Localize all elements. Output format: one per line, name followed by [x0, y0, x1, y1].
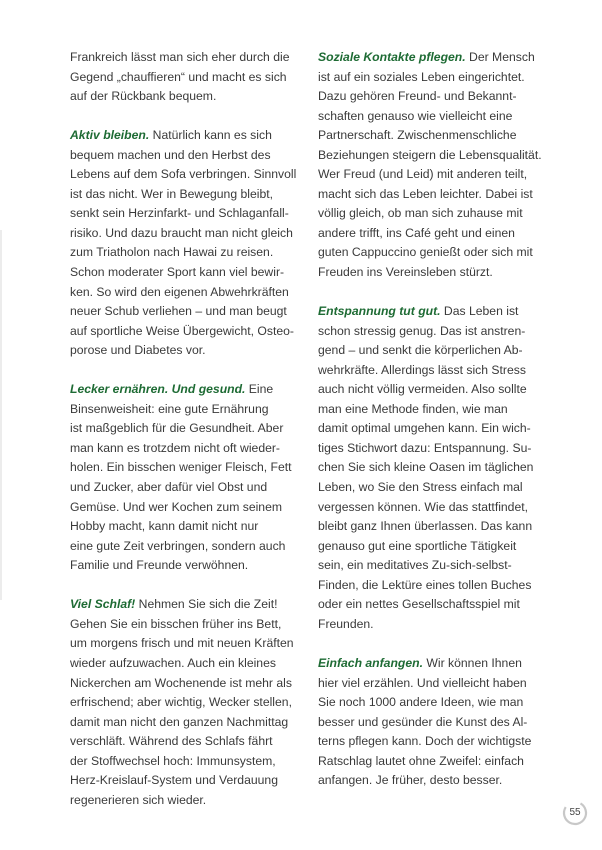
- right-column: [318, 48, 554, 810]
- text-line: zum Triatholon nach Hawai zu reisen.: [70, 245, 274, 260]
- text-line: schon stressig genug. Das ist anstren-: [318, 323, 526, 338]
- section-heading: Einfach anfangen.: [318, 655, 423, 670]
- text-line: besser und gesünder die Kunst des Al-: [318, 714, 528, 729]
- text-line: und Zucker, aber dafür viel Obst und: [70, 480, 268, 495]
- text-line: Wer Freud (und Leid) mit anderen teilt,: [318, 167, 528, 182]
- text-line: Finden, die Lektüre eines tollen Buches: [318, 577, 532, 592]
- text-line: holen. Ein bisschen weniger Fleisch, Fett: [70, 460, 292, 475]
- text-line: ken. So wird den eigenen Abwehrkräften: [70, 284, 289, 299]
- paragraph-soziale-kontakte: [318, 48, 554, 283]
- text-line: Hobby macht, kann damit nicht nur: [70, 519, 259, 534]
- text-line: Viel Schlaf! Nehmen Sie sich die Zeit!: [70, 597, 278, 612]
- text-line: Freuden ins Vereinsleben stürzt.: [318, 265, 493, 280]
- text-line: senkt sein Herzinfarkt- und Schlaganfall-: [70, 206, 289, 221]
- text-line: ist maßgeblich für die Gesundheit. Aber: [70, 421, 284, 436]
- text-line: Lebens auf dem Sofa verbringen. Sinnvoll: [70, 167, 297, 182]
- paragraph-lecker-ernaehren: [70, 380, 302, 575]
- text-line: Gegend „chauffieren“ und macht es sich: [70, 69, 287, 84]
- text-line: oder ein nettes Gesellschaftsspiel mit: [318, 597, 520, 612]
- section-heading: Lecker ernähren. Und gesund.: [70, 382, 246, 397]
- text-line: ist das nicht. Wer in Bewegung bleibt,: [70, 186, 274, 201]
- text-line: andere trifft, ins Café geht und einen: [318, 225, 515, 240]
- text-line: Einfach anfangen. Wir können Ihnen: [318, 655, 522, 670]
- text-line: risiko. Und dazu braucht man nicht gleich: [70, 225, 293, 240]
- paragraph-intro: [70, 48, 302, 107]
- text-line: auf der Rückbank bequem.: [70, 89, 217, 104]
- text-line: der Stoffwechsel hoch: Immunsystem,: [70, 753, 276, 768]
- text-line: regenerieren sich wieder.: [70, 792, 207, 807]
- text-line: Sie noch 1000 andere Ideen, wie man: [318, 695, 524, 710]
- text-line: damit man nicht den ganzen Nachmittag: [70, 714, 289, 729]
- text-line: Leben, wo Sie den Stress einfach mal: [318, 480, 523, 495]
- text-line: Nickerchen am Wochenende ist mehr als: [70, 675, 292, 690]
- text-line: auch nicht völlig vermeiden. Also sollte: [318, 382, 527, 397]
- text-line: bleibt ganz Ihnen überlassen. Das kann: [318, 519, 533, 534]
- text-line: völlig gleich, ob man sich zuhause mit: [318, 206, 523, 221]
- text-line: chen Sie sich kleine Oasen im täglichen: [318, 460, 534, 475]
- page-number: [562, 800, 588, 826]
- text-line: Schon moderater Sport kann viel bewir-: [70, 265, 285, 280]
- text-line: man kann es trotzdem nicht oft wieder-: [70, 440, 280, 455]
- text-line: Familie und Freunde verwöhnen.: [70, 558, 249, 573]
- section-heading: Soziale Kontakte pflegen.: [318, 50, 466, 64]
- margin-rule: [0, 230, 2, 600]
- text-line: tiges Stichwort dazu: Entspannung. Su-: [318, 440, 532, 455]
- paragraph-einfach-anfangen: [318, 654, 554, 791]
- paragraph-aktiv-bleiben: [70, 126, 302, 361]
- text-line: Dazu gehören Freund- und Bekannt-: [318, 89, 517, 104]
- paragraph-viel-schlaf: [70, 595, 302, 810]
- text-line: Gemüse. Und wer Kochen zum seinem: [70, 499, 283, 514]
- text-line: genauso gut eine sportliche Tätigkeit: [318, 538, 517, 553]
- left-column: [70, 48, 302, 830]
- text-line: gend – und senkt die körperlichen Ab-: [318, 343, 523, 358]
- text-line: Soziale Kontakte pflegen. Der Mensch: [318, 50, 535, 64]
- text-line: vergessen können. Wie das stattfindet,: [318, 499, 529, 514]
- text-line: anfangen. Je früher, desto besser.: [318, 773, 503, 788]
- text-line: guten Cappuccino genießt oder sich mit: [318, 245, 533, 260]
- text-line: sein, ein meditatives Zu-sich-selbst-: [318, 558, 512, 573]
- text-line: Entspannung tut gut. Das Leben ist: [318, 304, 519, 319]
- section-heading: Entspannung tut gut.: [318, 304, 441, 319]
- text-line: Beziehungen steigern die Lebensqualität.: [318, 147, 542, 162]
- section-heading: Viel Schlaf!: [70, 597, 136, 612]
- text-line: terns pflegen kann. Doch der wichtigste: [318, 734, 532, 749]
- page-number-label: 55: [569, 807, 581, 818]
- text-line: porose und Diabetes vor.: [70, 343, 206, 358]
- paragraph-entspannung: [318, 302, 554, 634]
- text-line: Aktiv bleiben. Natürlich kann es sich: [70, 128, 272, 143]
- text-line: Lecker ernähren. Und gesund. Eine: [70, 382, 274, 397]
- text-line: um morgens frisch und mit neuen Kräften: [70, 636, 294, 651]
- text-line: Herz-Kreislauf-System und Verdauung: [70, 773, 278, 788]
- text-line: Freunden.: [318, 616, 374, 631]
- text-line: Partnerschaft. Zwischenmenschliche: [318, 128, 517, 143]
- text-line: eine gute Zeit verbringen, sondern auch: [70, 538, 286, 553]
- text-line: damit optimal umgehen kann. Ein wich-: [318, 421, 531, 436]
- text-line: verschläft. Während des Schlafs fährt: [70, 734, 273, 749]
- text-line: wieder aufzuwachen. Auch ein kleines: [70, 655, 276, 670]
- text-line: wehrkräfte. Allerdings lässt sich Stress: [318, 362, 526, 377]
- text-line: neuer Schub verliehen – und man beugt: [70, 304, 287, 319]
- section-heading: Aktiv bleiben.: [70, 128, 150, 143]
- text-line: Frankreich lässt man sich eher durch die: [70, 50, 290, 64]
- text-line: ist auf ein soziales Leben eingerichtet.: [318, 69, 525, 84]
- text-line: schaften genauso wie vielleicht eine: [318, 108, 513, 123]
- text-line: erfrischend; aber wichtig, Wecker stellen,: [70, 695, 292, 710]
- text-line: bequem machen und den Herbst des: [70, 147, 271, 162]
- text-line: hier viel erzählen. Und vielleicht haben: [318, 675, 527, 690]
- text-line: Gehen Sie ein bisschen früher ins Bett,: [70, 616, 282, 631]
- text-line: man eine Methode finden, wie man: [318, 401, 508, 416]
- text-line: auf sportliche Weise Übergewicht, Osteo-: [70, 323, 294, 338]
- text-line: Binsenweisheit: eine gute Ernährung: [70, 401, 269, 416]
- text-line: macht sich das Leben leichter. Dabei ist: [318, 186, 533, 201]
- text-line: Ratschlag lautet ohne Zweifel: einfach: [318, 753, 524, 768]
